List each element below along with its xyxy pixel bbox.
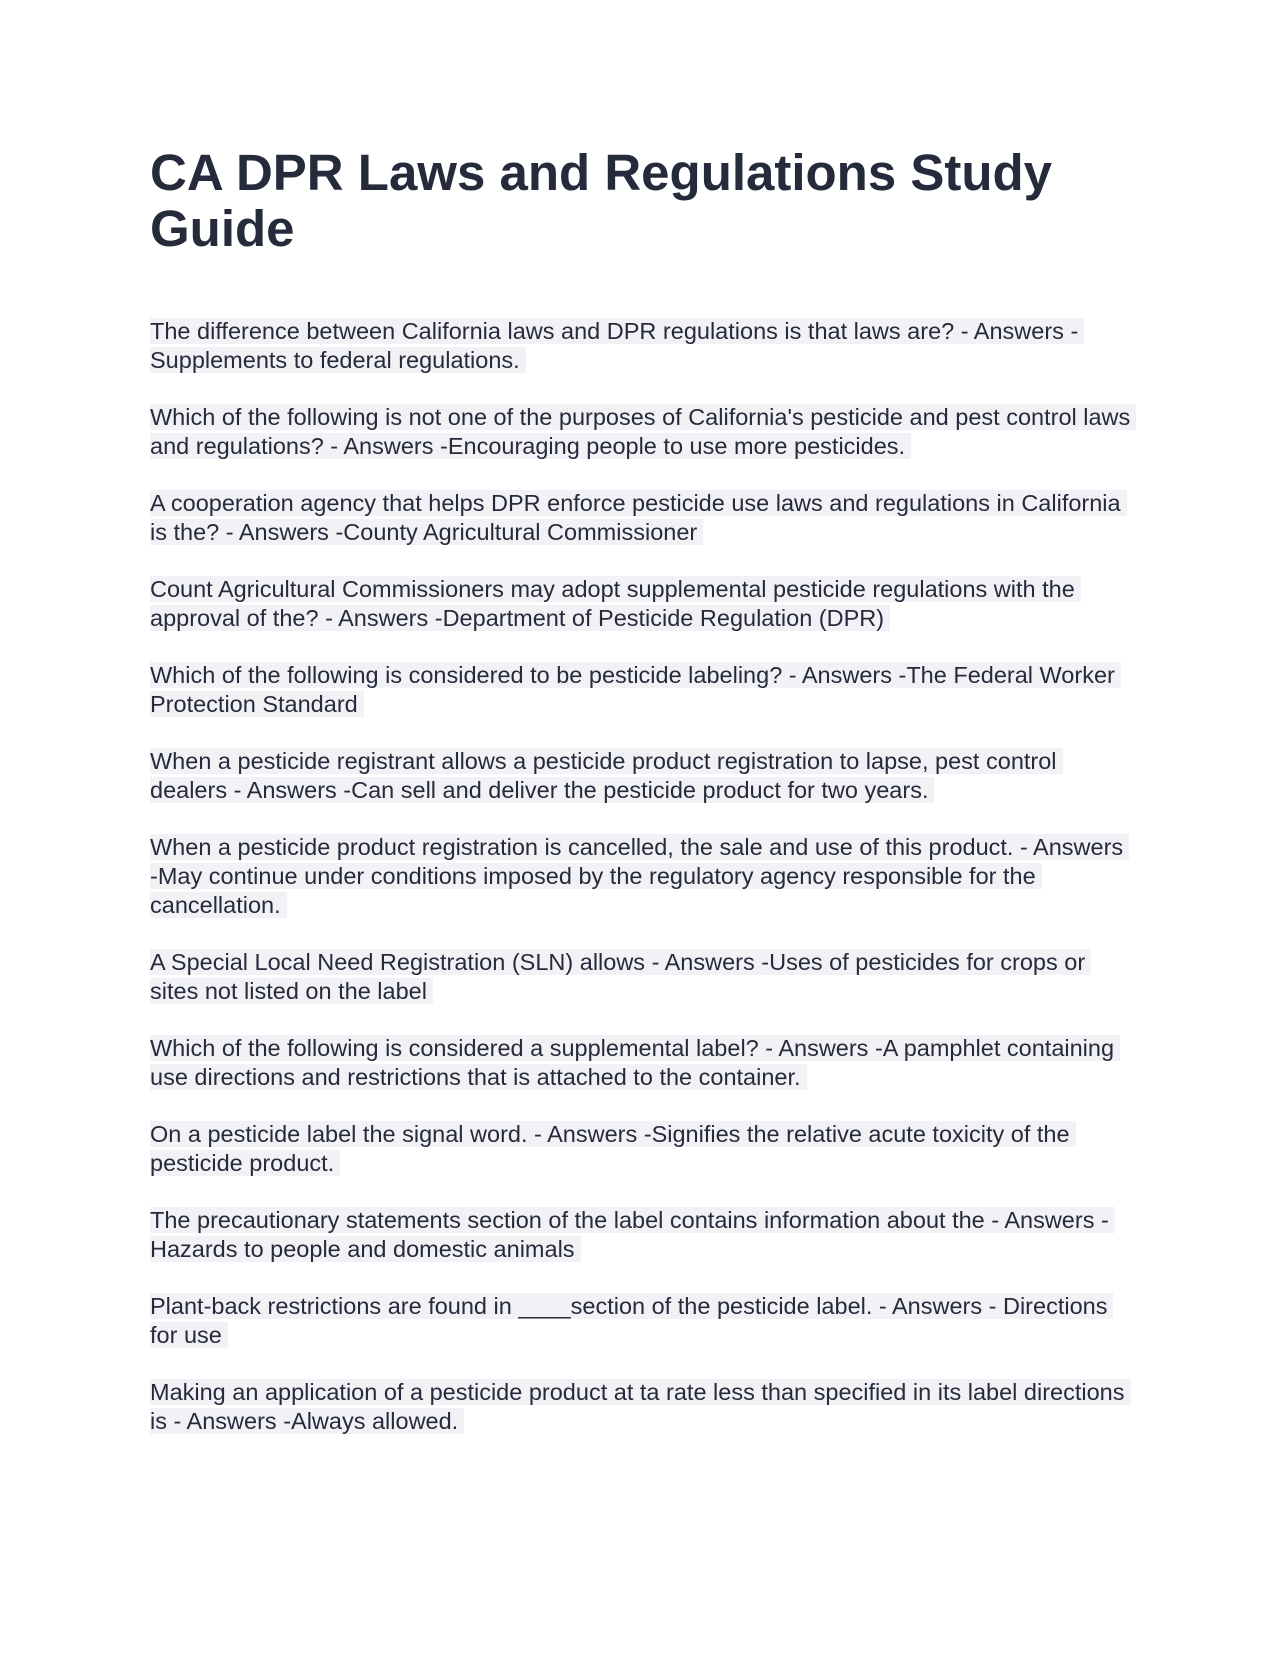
qa-text: Which of the following is not one of the purposes of California's pesticide and pest control laws and regulations? - Answers -Encouraging people to use more pesticides. [150, 404, 1136, 459]
qa-item [150, 1034, 1135, 1092]
qa-item [150, 948, 1135, 1006]
qa-item [150, 575, 1135, 633]
qa-item [150, 1206, 1135, 1264]
qa-text: A cooperation agency that helps DPR enforce pesticide use laws and regulations in California is the? - Answers -County Agricultural Commissioner [150, 490, 1127, 545]
qa-text: A Special Local Need Registration (SLN) allows - Answers -Uses of pesticides for crops or sites not listed on the label [150, 949, 1091, 1004]
qa-text: Which of the following is considered a supplemental label? - Answers -A pamphlet containing use directions and restrictions that is attached to the container. [150, 1035, 1120, 1090]
qa-text: Making an application of a pesticide product at ta rate less than specified in its label directions is - Answers -Always allowed. [150, 1379, 1131, 1434]
qa-item [150, 833, 1135, 920]
page-title: CA DPR Laws and Regulations Study Guide [150, 144, 1053, 257]
qa-text: Count Agricultural Commissioners may adopt supplemental pesticide regulations with the approval of the? - Answers -Department of Pesticide Regulation (DPR) [150, 576, 1081, 631]
qa-item [150, 747, 1135, 805]
document-page [150, 145, 1135, 1464]
qa-text: Which of the following is considered to be pesticide labeling? - Answers -The Federal Worker Protection Standard [150, 662, 1121, 717]
qa-item [150, 1378, 1135, 1436]
qa-text: The precautionary statements section of the label contains information about the - Answers -Hazards to people and domestic animals [150, 1207, 1115, 1262]
qa-item [150, 1292, 1135, 1350]
qa-text: The difference between California laws and DPR regulations is that laws are? - Answers -Supplements to federal regulations. [150, 318, 1084, 373]
qa-list [150, 317, 1135, 1436]
qa-item [150, 661, 1135, 719]
qa-item [150, 317, 1135, 375]
qa-item [150, 403, 1135, 461]
qa-text: On a pesticide label the signal word. - Answers -Signifies the relative acute toxicity of the pesticide product. [150, 1121, 1076, 1176]
qa-item [150, 489, 1135, 547]
qa-text: Plant-back restrictions are found in ____section of the pesticide label. - Answers - Directions for use [150, 1293, 1113, 1348]
qa-text: When a pesticide product registration is cancelled, the sale and use of this product. - Answers -May continue under conditions imposed by the regulatory agency responsible for the cancellation. [150, 834, 1129, 918]
qa-text: When a pesticide registrant allows a pesticide product registration to lapse, pest control dealers - Answers -Can sell and deliver the pesticide product for two years. [150, 748, 1063, 803]
qa-item [150, 1120, 1135, 1178]
